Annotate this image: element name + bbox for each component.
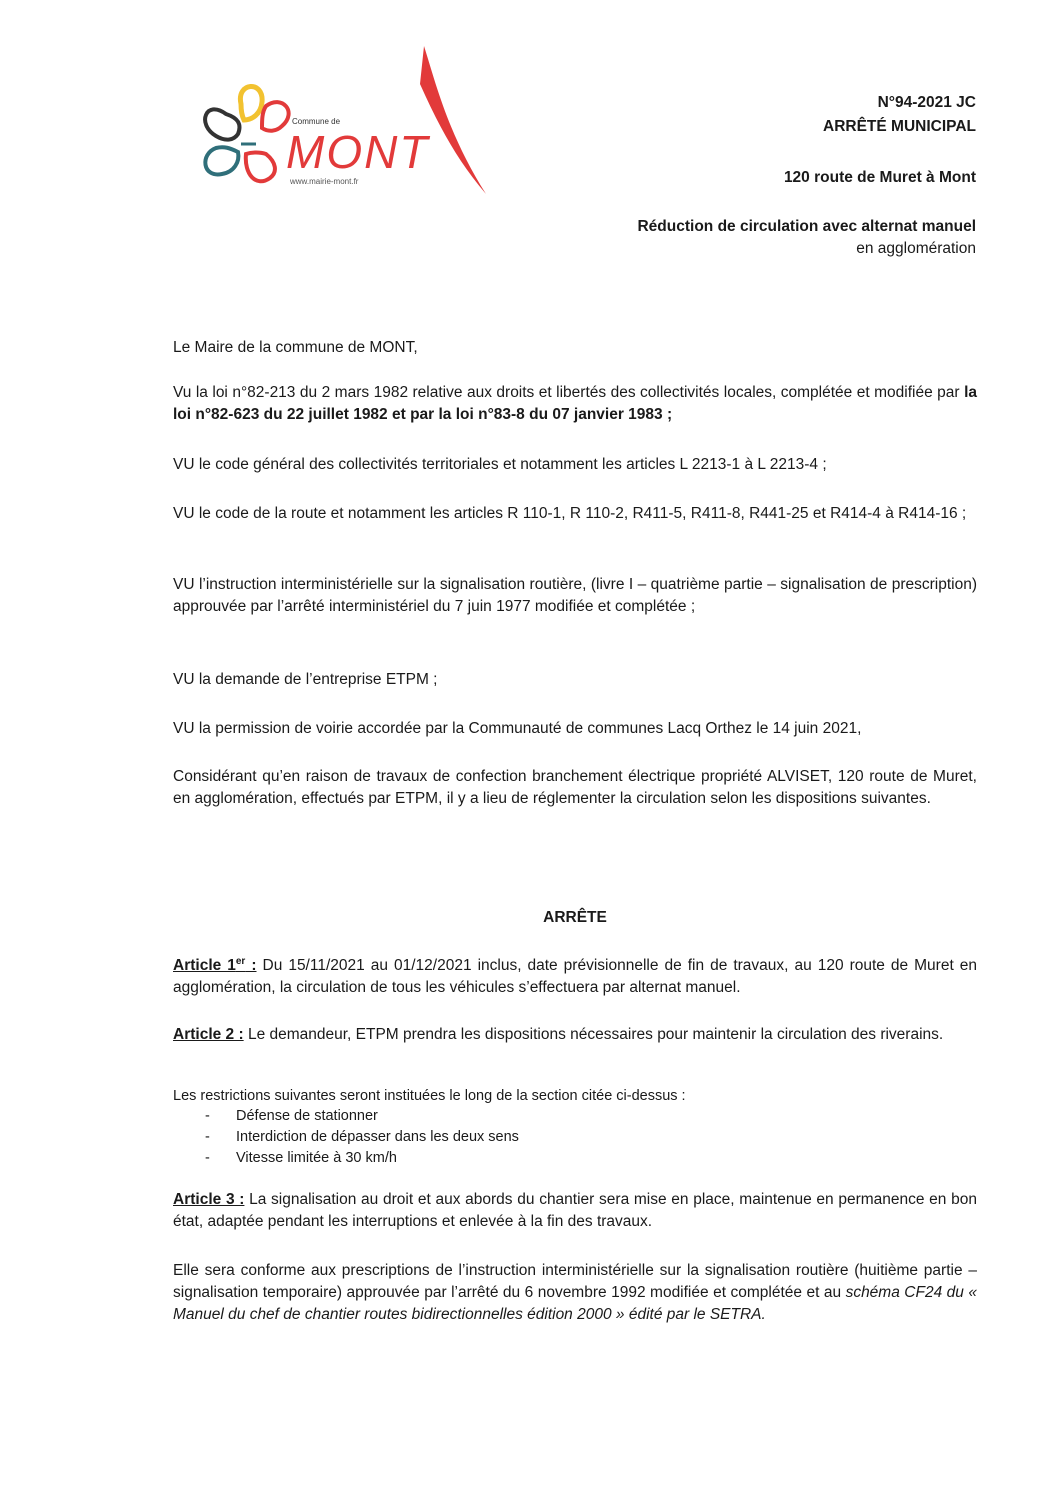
arrete-type: ARRÊTÉ MUNICIPAL — [823, 118, 976, 135]
article-1-label: Article 1er : — [173, 955, 257, 974]
vu-code-route-paragraph: VU le code de la route et notamment les articles R 110-1, R 110-2, R411-5, R411-8, R441-25 et R414-4 à R414-16 ; — [173, 505, 967, 522]
intro-paragraph: Le Maire de la commune de MONT, — [173, 339, 418, 356]
svg-text:MONT: MONT — [286, 126, 430, 178]
article-2-paragraph — [173, 1024, 977, 1046]
arrete-address: 120 route de Muret à Mont — [783, 169, 976, 186]
svg-text:www.mairie-mont.fr: www.mairie-mont.fr — [290, 177, 359, 186]
list-item: - Vitesse limitée à 30 km/h — [205, 1148, 519, 1169]
list-item: - Défense de stationner — [205, 1106, 519, 1127]
considerant-paragraph: Considérant qu’en raison de travaux de confection branchement électrique propriété ALVISET, 120 route de Muret, en agglomération, effectués par ETPM, il y a lieu de réglementer la circulation selon les dispositions suivantes. — [173, 768, 977, 807]
arrete-heading: ARRÊTE — [543, 909, 607, 926]
vu-instruction-paragraph: VU l’instruction interministérielle sur la signalisation routière, (livre I – quatrième partie – signalisation de prescription) approuvée par l’arrêté interministériel du 7 juin 1977 modifiée et complétée ; — [173, 576, 977, 615]
list-item: - Interdiction de dépasser dans les deux sens — [205, 1127, 519, 1148]
conformity-paragraph — [173, 1260, 977, 1326]
article-1-text: Du 15/11/2021 au 01/12/2021 inclus, date prévisionnelle de fin de travaux, au 120 route de Muret en agglomération, la circulation de tous les véhicules s’effectuera par alternat manuel. — [173, 957, 978, 996]
vu-loi-paragraph — [173, 382, 977, 426]
conformity-italic-text: schéma CF24 du « Manuel du chef de chantier routes bidirectionnelles édition 2000 » édité par le SETRA. — [173, 1284, 977, 1323]
article-2-label: Article 2 : — [173, 1026, 244, 1043]
restrictions-list — [205, 1106, 519, 1169]
article-3-text: La signalisation au droit et aux abords du chantier sera mise en place, maintenue en permanence en bon état, adaptée pendant les interruptions et enlevée à la fin des travaux. — [173, 1191, 977, 1230]
vu-loi-bold-text: la loi n°82-623 du 22 juillet 1982 et par la loi n°83-8 du 07 janvier 1983 ; — [173, 384, 977, 423]
svg-text:Commune de: Commune de — [292, 117, 341, 126]
article-3-label: Article 3 : — [173, 1191, 245, 1208]
article-1-paragraph — [173, 955, 977, 999]
arrete-number: N°94-2021 JC — [877, 94, 976, 111]
commune-logo — [186, 44, 496, 214]
vu-loi-text: Vu la loi n°82-213 du 2 mars 1982 relative aux droits et libertés des collectivités locales, complétée et modifiée par — [173, 384, 965, 401]
logo-graphic — [186, 44, 496, 214]
arrete-subject: Réduction de circulation avec alternat manuel — [637, 218, 976, 235]
arrete-subject-line2: en agglomération — [856, 240, 976, 257]
restrictions-intro: Les restrictions suivantes seront instituées le long de la section citée ci-dessus : — [173, 1088, 686, 1104]
vu-demande-paragraph: VU la demande de l’entreprise ETPM ; — [173, 671, 438, 688]
vu-code-collectivites-paragraph: VU le code général des collectivités territoriales et notamment les articles L 2213-1 à L 2213-4 ; — [173, 456, 827, 473]
vu-permission-paragraph: VU la permission de voirie accordée par la Communauté de communes Lacq Orthez le 14 juin 2021, — [173, 720, 862, 737]
article-3-paragraph — [173, 1189, 977, 1233]
conformity-text: Elle sera conforme aux prescriptions de l’instruction interministérielle sur la signalisation routière (huitième partie – signalisation temporaire) approuvée par l’arrêté du 6 novembre 1992 modifiée et complétée et au — [173, 1262, 977, 1301]
article-2-text: Le demandeur, ETPM prendra les dispositions nécessaires pour maintenir la circulation des riverains. — [243, 1026, 944, 1043]
